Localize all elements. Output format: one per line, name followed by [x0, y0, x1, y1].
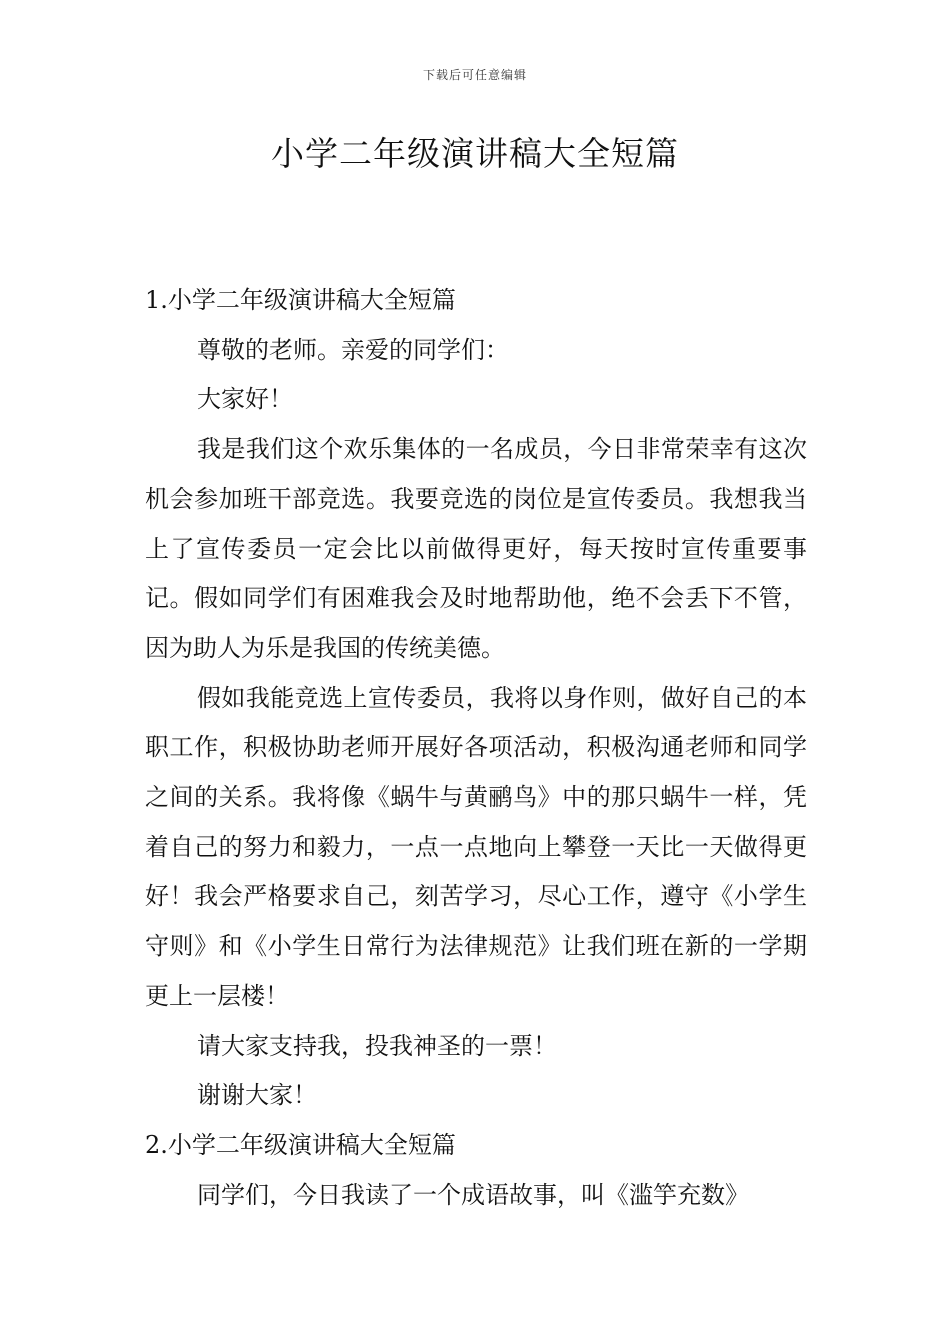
document-body [145, 276, 807, 1220]
paragraph-story-intro: 同学们，今日我读了一个成语故事，叫《滥竽充数》 [197, 1180, 749, 1209]
section-heading-1: 1.小学二年级演讲稿大全短篇 [145, 286, 456, 314]
paragraph-greeting-teachers: 尊敬的老师。亲爱的同学们： [197, 335, 509, 364]
paragraph-commitment: 假如我能竞选上宣传委员，我将以身作则，做好自己的本职工作，积极协助老师开展好各项活动，积极沟通老师和同学之间的关系。我将像《蜗牛与黄鹂鸟》中的那只蜗牛一样，凭着自己的努力和毅力，一点一点地向上攀登一天比一天做得更好！我会严格要求自己，刻苦学习，尽心工作，遵守《小学生守则》和《小学生日常行为法律规范》让我们班在新的一学期更上一层楼！ [145, 683, 807, 1010]
section-heading-2: 2.小学二年级演讲稿大全短篇 [145, 1130, 456, 1159]
paragraph-vote-request: 请大家支持我，投我神圣的一票！ [197, 1031, 557, 1060]
paragraph-greeting-all: 大家好！ [197, 385, 293, 414]
paragraph-introduction: 我是我们这个欢乐集体的一名成员，今日非常荣幸有这次机会参加班干部竞选。我要竞选的岗位是宣传委员。我想我当上了宣传委员一定会比以前做得更好，每天按时宣传重要事记。假如同学们有困难我会及时地帮助他，绝不会丢下不管，因为助人为乐是我国的传统美德。 [145, 435, 807, 662]
paragraph-thanks: 谢谢大家！ [197, 1081, 317, 1110]
header-note: 下载后可任意编辑 [422, 68, 527, 82]
document-title: 小学二年级演讲稿大全短篇 [271, 134, 679, 173]
